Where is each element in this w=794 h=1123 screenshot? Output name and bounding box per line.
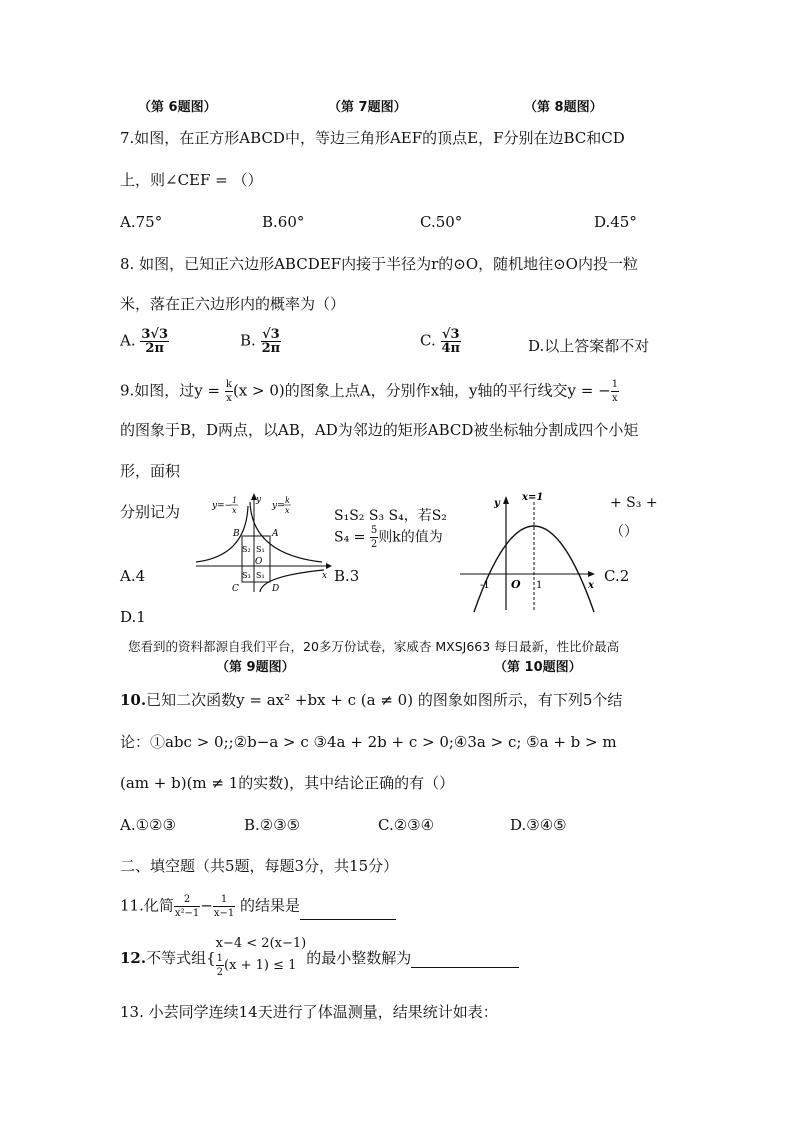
q12-ineq-2-tail: (x + 1) ≤ 1 [224, 958, 297, 973]
figure-7-caption: （第 7题图） [328, 100, 407, 115]
option-b-fraction [261, 328, 282, 355]
question-12 [120, 936, 519, 980]
question-10-line-2: 论：①abc > 0;;②b−a > c ③4a + 2b + c > 0;④3a > c; ⑤a + b > m [120, 733, 617, 751]
figure-8-caption: （第 8题图） [524, 100, 603, 115]
q9-frac-x: x [226, 393, 232, 404]
fig9-s2: S₂ [242, 545, 251, 554]
q11-f2-num: 1 [213, 893, 235, 907]
question-7-option-d: D.45° [594, 213, 637, 231]
q10-number: 10. [120, 691, 147, 709]
option-b-denominator: 2π [261, 341, 281, 356]
option-c-fraction [441, 328, 462, 355]
q12-half [216, 952, 224, 979]
question-9-mid-1: S₁S₂ S₃ S₄，若S₂ [334, 508, 447, 524]
question-7-line-1: 7.如图，在正方形ABCD中，等边三角形AEF的顶点E，F分别在边BC和CD [120, 129, 625, 147]
question-9-option-c: C.2 [604, 567, 630, 585]
fig9-left-den: x [232, 506, 237, 515]
question-10-option-d: D.③④⑤ [510, 816, 567, 834]
question-13: 13. 小芸同学连续14天进行了体温测量，结果统计如表： [120, 1003, 498, 1021]
option-c-label: C. [420, 331, 436, 350]
q11-prefix: 11.化简 [120, 896, 174, 915]
q12-ineq-2 [216, 952, 307, 979]
question-9-option-b: B.3 [334, 567, 360, 585]
question-10-option-a: A.①②③ [120, 816, 176, 834]
option-a-denominator: 2π [145, 341, 164, 356]
fig9-s3: S₃ [242, 571, 251, 580]
question-8-option-c [420, 328, 461, 355]
fig10-origin: O [511, 578, 521, 591]
option-c-denominator: 4π [441, 341, 461, 356]
fig9-right-fn: y= [272, 501, 285, 511]
question-10-option-c: C.②③④ [378, 816, 435, 834]
section-2-heading: 二、填空题（共5题，每题3分，共15分） [120, 857, 399, 875]
q12-half-num: 1 [216, 953, 224, 964]
question-9-option-d: D.1 [120, 608, 146, 626]
figure-9-hyperbola-diagram [192, 492, 334, 594]
question-8-option-a [120, 328, 169, 355]
q11-minus: − [200, 896, 213, 915]
option-b-label: B. [240, 331, 256, 350]
question-8-line-2: 米，落在正六边形内的概率为（） [120, 295, 346, 313]
q12-suffix: 的最小整数解为 [306, 948, 412, 967]
q12-system [216, 936, 307, 979]
q11-answer-blank [300, 901, 396, 920]
q9-frac-k: k [225, 379, 232, 390]
q12-answer-blank [411, 947, 519, 968]
q11-f2-den: x−1 [213, 908, 235, 919]
question-10-option-b: B.②③⑤ [244, 816, 301, 834]
q9-frac-1-over-x [611, 378, 619, 405]
q9-two: 2 [370, 539, 378, 550]
fig10-pos-one: 1 [536, 580, 543, 591]
question-9-right-2: （） [610, 524, 638, 540]
fig9-point-d: D [272, 584, 280, 594]
source-notice: 您看到的资料都源自我们平台，20多万份试卷，家威杏 MXSJ663 每日最新，性比价最高 [128, 639, 620, 654]
question-9-right-1: + S₃ + [610, 495, 658, 511]
q9-text-b: (x > 0)的图象上点A，分别作x轴，y轴的平行线交y = − [232, 381, 611, 400]
q12-text: 不等式组{ [146, 948, 216, 967]
fig9-s1: S₁ [256, 545, 265, 554]
fig9-point-c: C [232, 584, 239, 594]
question-9-mid-2 [334, 524, 443, 551]
q9-k-value-text: 则k的值为 [378, 529, 443, 546]
option-b-numerator: √3 [262, 327, 280, 342]
figure-10-caption: （第 10题图） [494, 660, 582, 675]
question-7-option-c: C.50° [420, 213, 463, 231]
fig9-left-num: 1 [232, 496, 238, 505]
figure-9-caption: （第 9题图） [216, 660, 295, 675]
fig9-x-arrow [326, 563, 332, 569]
fig9-x-label: x [322, 571, 328, 581]
q9-text-a: 9.如图，过y = [120, 381, 225, 400]
question-10-line-1 [120, 690, 622, 710]
q12-half-den: 2 [216, 967, 224, 978]
option-a-fraction [140, 328, 169, 355]
question-8-option-b [240, 328, 281, 355]
fig9-left-fn: y=− [212, 501, 233, 511]
q11-fraction-2 [213, 893, 235, 920]
fig10-x-label: x [588, 580, 594, 591]
q12-lead [120, 948, 216, 968]
question-7-option-a: A.75° [120, 213, 163, 231]
fig9-point-b: B [233, 529, 240, 539]
figure-10-parabola-diagram [456, 488, 598, 614]
question-9-line-3: 形，面积 [120, 462, 181, 480]
q11-fraction-1 [174, 893, 200, 920]
q9-s4-eq: S₄ = [334, 529, 370, 546]
question-8-option-d: D.以上答案都不对 [528, 337, 650, 355]
fig9-origin: O [255, 557, 263, 567]
question-10-line-3: (am + b)(m ≠ 1的实数)，其中结论正确的有（） [120, 774, 455, 792]
q9-frac-x2: x [612, 393, 618, 404]
question-7-option-b: B.60° [262, 213, 305, 231]
option-a-numerator: 3√3 [141, 327, 169, 342]
fig9-right-den: x [285, 506, 290, 515]
figure-6-caption: （第 6题图） [138, 100, 217, 115]
q12-ineq-1: x−4 < 2(x−1) [215, 936, 307, 951]
fig10-neg-one: -1 [480, 580, 490, 591]
fig10-y-arrow [503, 496, 509, 504]
q11-suffix: 的结果是 [235, 896, 300, 915]
question-9-line-2: 的图象于B，D两点，以AB，AD为邻边的矩形ABCD被坐标轴分割成四个小矩 [120, 421, 639, 439]
question-9-line-1 [120, 378, 619, 405]
fig9-point-a: A [272, 529, 279, 539]
fig9-right-num: k [285, 496, 290, 505]
question-7-line-2: 上，则∠CEF = （） [120, 171, 263, 189]
fig9-curve-neg-1-over-x-left [196, 506, 248, 562]
q9-frac-k-over-x [225, 378, 233, 405]
fig10-y-label: y [494, 498, 500, 509]
q9-five-halves [370, 524, 378, 551]
q11-f1-den: x²−1 [174, 908, 200, 919]
fig10-x-equals-1: x=1 [522, 492, 544, 503]
fig9-y-label: y [256, 495, 262, 505]
option-a-label: A. [120, 331, 136, 350]
question-9-option-a: A.4 [120, 567, 146, 585]
q12-number: 12. [120, 948, 147, 967]
question-11 [120, 893, 396, 920]
q9-five: 5 [370, 525, 378, 536]
fig10-x-arrow [588, 571, 595, 577]
q10-text: 已知二次函数y = ax² +bx + c (a ≠ 0) 的图象如图所示，有下列5个结 [146, 691, 623, 709]
fig9-s4: S₁ [256, 571, 265, 580]
question-8-line-1: 8. 如图，已知正六边形ABCDEF内接于半径为r的⊙O，随机地往⊙O内投一粒 [120, 255, 638, 273]
q9-frac-1: 1 [611, 379, 619, 390]
question-9-line-4: 分别记为 [120, 503, 181, 521]
option-c-numerator: √3 [441, 327, 460, 342]
q11-f1-num: 2 [174, 893, 200, 907]
